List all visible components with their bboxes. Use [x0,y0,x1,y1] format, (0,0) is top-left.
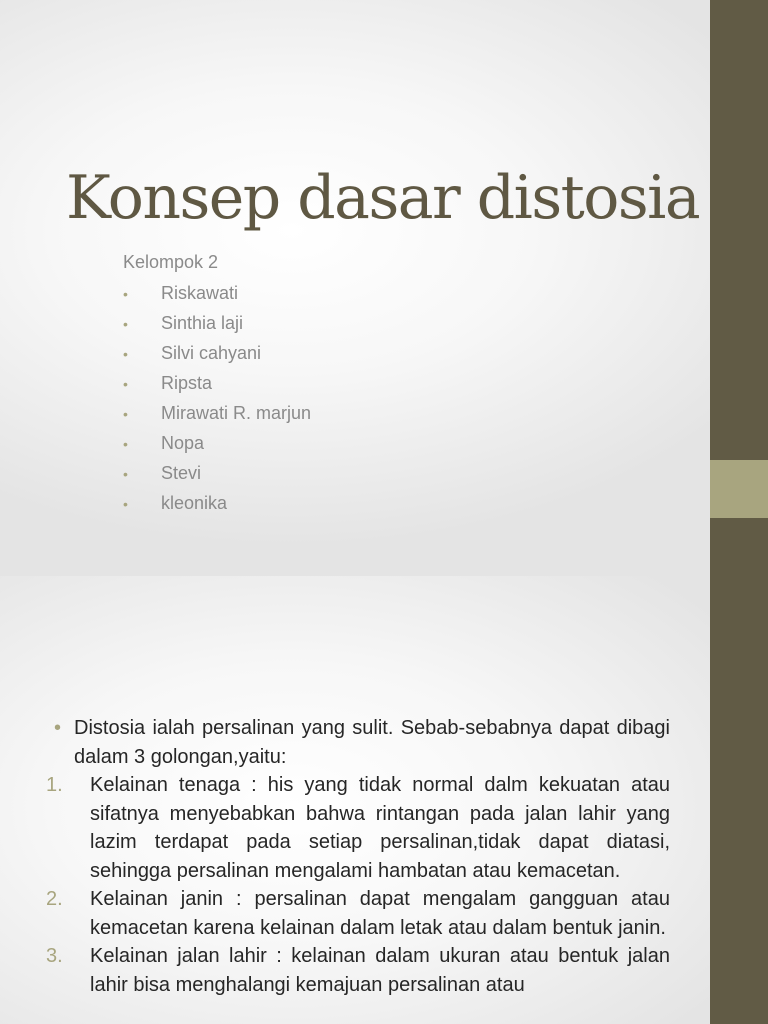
bullet-icon: • [123,466,128,482]
slide-side-bar [710,576,768,1024]
member-item [123,278,311,308]
member-name: Nopa [161,433,205,453]
bullet-icon: • [123,406,128,422]
content-body [46,714,670,999]
intro-text: Distosia ialah persalinan yang sulit. Sebab-sebabnya dapat dibagi dalam 3 golongan,yaitu: [74,717,670,768]
member-name: Ripsta [161,373,213,393]
bullet-icon: • [123,316,128,332]
intro-paragraph [46,714,670,771]
list-item [46,942,670,999]
member-item [123,338,311,368]
member-name: Stevi [161,463,202,483]
member-name: Sinthia laji [161,313,244,333]
item-number: 3. [46,945,63,967]
member-item [123,308,311,338]
bullet-icon: • [123,346,128,362]
member-item [123,398,311,428]
content-slide [0,576,768,1024]
member-name: Mirawati R. marjun [161,403,312,423]
item-text: Kelainan janin : persalinan dapat mengalam gangguan atau kemacetan karena kelainan dalam letak atau dalam bentuk janin. [90,888,670,939]
member-name: kleonika [161,493,228,513]
item-text: Kelainan jalan lahir : kelainan dalam ukuran atau bentuk jalan lahir bisa menghalangi kemajuan persalinan atau [90,945,670,996]
item-number: 2. [46,888,63,910]
item-number: 1. [46,774,63,796]
bullet-icon: • [123,286,128,302]
member-name: Silvi cahyani [161,343,262,363]
member-item [123,458,311,488]
slide-side-bar [710,0,768,576]
bullet-icon: • [123,436,128,452]
list-item [46,771,670,885]
member-item [123,428,311,458]
member-item [123,368,311,398]
member-name: Riskawati [161,283,239,303]
bullet-icon: • [123,496,128,512]
slide-side-accent [710,460,768,518]
group-label: Kelompok 2 [123,252,219,272]
member-list [123,278,311,518]
item-text: Kelainan tenaga : his yang tidak normal dalm kekuatan atau sifatnya menyebabkan bahwa rintangan pada jalan lahir yang lazim terdapat pada setiap persalinan,tidak dapat diatasi, sehingga persalinan mengalami hambatan atau kemacetan. [90,774,670,882]
bullet-icon: • [123,376,128,392]
member-item [123,488,311,518]
slide-title: Konsep dasar distosia [66,163,700,233]
list-item [46,885,670,942]
bullet-icon: • [54,717,62,739]
